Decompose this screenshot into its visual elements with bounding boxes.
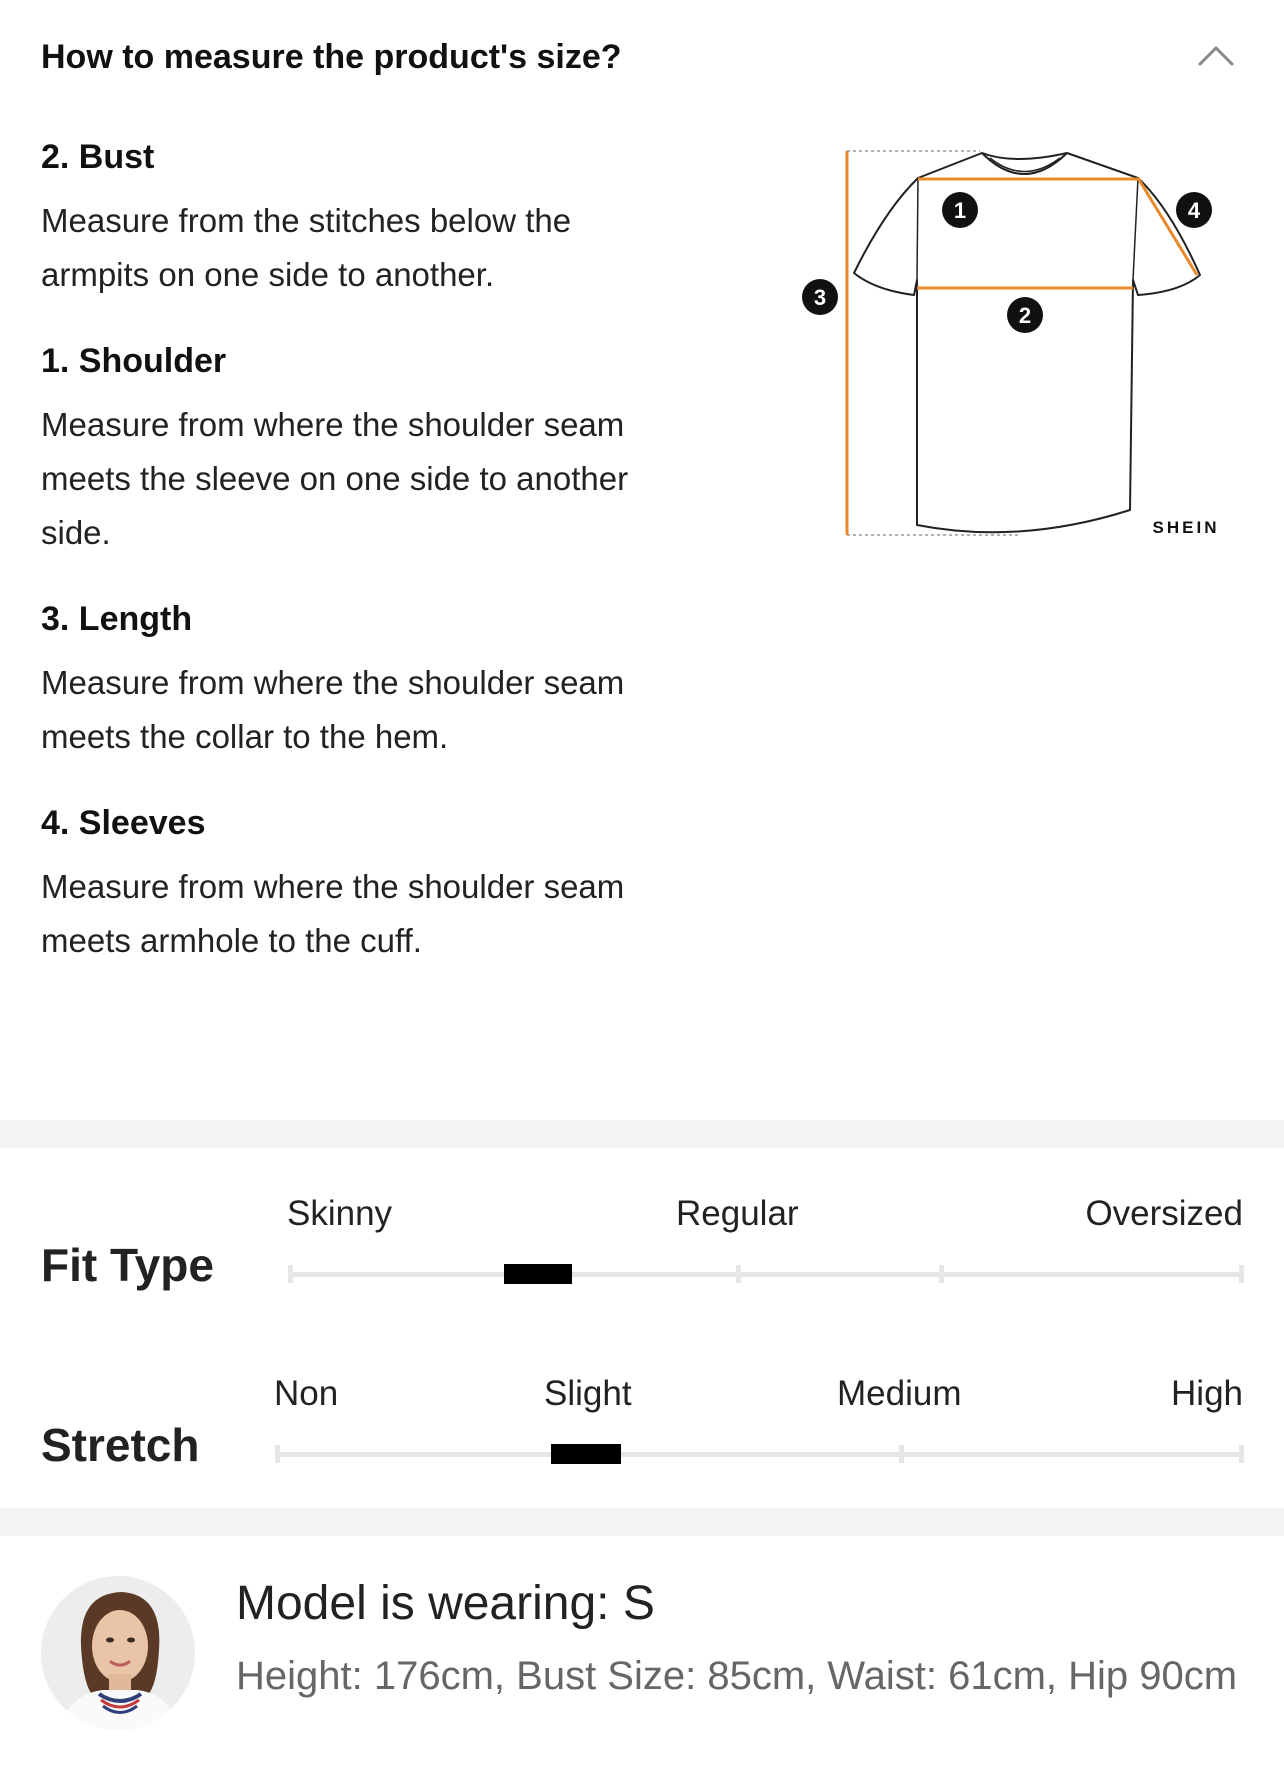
marker-3 (802, 279, 838, 315)
step-bust (41, 136, 691, 302)
fit-scale-tick (939, 1265, 944, 1283)
step-title: 1. Shoulder (41, 342, 227, 380)
fit-option-regular: Regular (676, 1194, 799, 1233)
chevron-up-icon[interactable] (1196, 42, 1236, 68)
svg-text:1: 1 (953, 198, 967, 223)
marker-2 (1007, 297, 1043, 333)
fit-scale-tick (736, 1265, 741, 1283)
stretch-option-medium: Medium (837, 1374, 962, 1413)
svg-text:4: 4 (1187, 198, 1201, 223)
section-divider (0, 1120, 1284, 1148)
model-avatar (41, 1576, 195, 1730)
step-description: Measure from the stitches below the armpits on one side to another. (41, 202, 572, 293)
brand-logo: SHEIN (1152, 518, 1220, 537)
step-shoulder (41, 340, 691, 560)
model-size-title: Model is wearing: S (236, 1577, 655, 1630)
fit-scale-tick (288, 1265, 293, 1283)
model-info-section (0, 1534, 1284, 1774)
measure-guide-title[interactable]: How to measure the product's size? (41, 38, 622, 76)
stretch-scale-tick (275, 1445, 280, 1463)
stretch-label: Stretch (41, 1419, 200, 1471)
fit-option-skinny: Skinny (287, 1194, 393, 1233)
fit-scale-indicator (504, 1264, 572, 1284)
stretch-option-slight: Slight (544, 1374, 632, 1413)
fit-scale-tick (1239, 1265, 1244, 1283)
svg-text:2: 2 (1018, 303, 1032, 328)
step-sleeves (41, 802, 691, 968)
marker-4 (1176, 192, 1212, 228)
step-title: 3. Length (41, 600, 193, 638)
step-title: 4. Sleeves (41, 804, 206, 842)
stretch-scale-track (277, 1452, 1243, 1457)
model-measurements: Height: 176cm, Bust Size: 85cm, Waist: 61cm, Hip 90cm (236, 1654, 1238, 1698)
fit-scale-track (290, 1272, 1243, 1277)
section-divider (0, 1508, 1284, 1536)
stretch-option-high: High (1171, 1374, 1243, 1413)
tshirt-measure-diagram (790, 140, 1250, 550)
step-title: 2. Bust (41, 138, 155, 176)
stretch-scale-tick (899, 1445, 904, 1463)
step-description: Measure from where the shoulder seam meets the collar to the hem. (41, 664, 625, 755)
step-description: Measure from where the shoulder seam meets the sleeve on one side to another side. (41, 406, 629, 551)
stretch-scale-tick (1239, 1445, 1244, 1463)
svg-text:3: 3 (813, 285, 827, 310)
fit-section (0, 1148, 1284, 1508)
fit-type-label: Fit Type (41, 1239, 214, 1291)
fit-option-oversized: Oversized (1085, 1194, 1243, 1233)
stretch-option-non: Non (274, 1374, 339, 1413)
stretch-scale-indicator (551, 1444, 621, 1464)
step-description: Measure from where the shoulder seam meets armhole to the cuff. (41, 868, 625, 959)
marker-1 (942, 192, 978, 228)
measure-steps (41, 136, 691, 1006)
step-length (41, 598, 691, 764)
